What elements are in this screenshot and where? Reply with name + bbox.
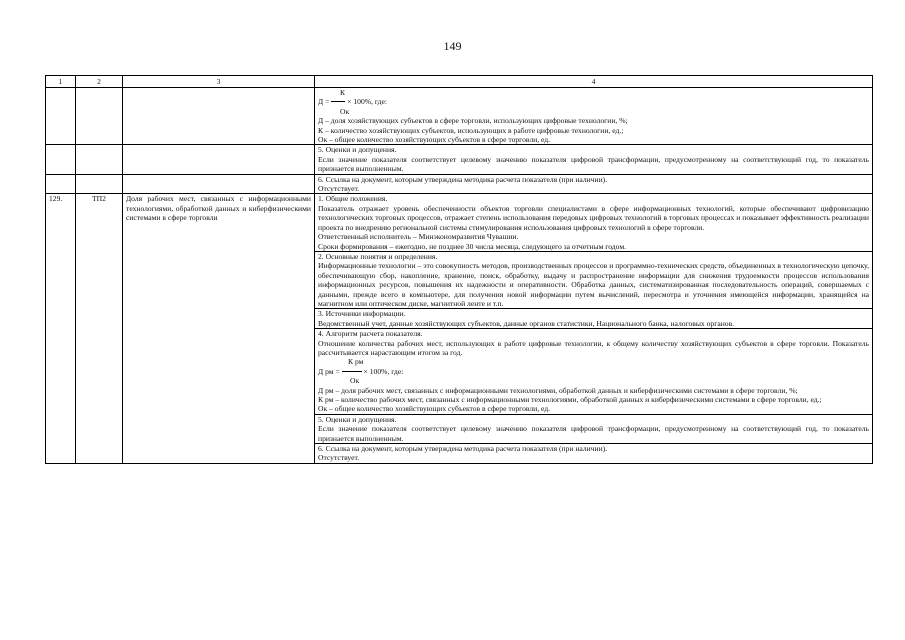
section-3 <box>315 309 873 329</box>
definition-line: Д рм – доля рабочих мест, связанных с информационными технологиями, обработкой данных и киберфизическими системами в сфере торговли, %; <box>318 385 798 395</box>
row-number: 129. <box>46 194 76 463</box>
fraction-bar <box>342 371 362 372</box>
fraction-bar <box>331 101 345 102</box>
formula-block <box>318 88 869 116</box>
section-5 <box>315 145 873 174</box>
header-col-2: 2 <box>76 76 123 88</box>
section-text: Отсутствует. <box>318 184 360 194</box>
formula-line <box>318 97 869 106</box>
cont-cell-num <box>46 88 76 145</box>
section-title: 5. Оценки и допущения. <box>318 414 397 424</box>
formula-right: × 100%, где: <box>345 97 387 107</box>
section-title: 5. Оценки и допущения. <box>318 145 397 155</box>
section-4 <box>315 329 873 415</box>
section-title: 6. Ссылка на документ, которым утверждена методика расчета показателя (при наличии). <box>318 174 608 184</box>
section-title: 3. Источники информации. <box>318 309 406 319</box>
cont-cell-name <box>123 88 315 145</box>
formula-block <box>318 357 869 385</box>
definition-line: К – количество хозяйствующих субъектов, использующих в работе цифровые технологии, ед.; <box>318 125 624 135</box>
section-6 <box>315 444 873 464</box>
row-code: ТП2 <box>76 194 123 463</box>
indicator-table <box>45 75 873 464</box>
header-col-4: 4 <box>315 76 873 88</box>
section-2 <box>315 251 873 308</box>
formula-left: Д = <box>318 97 332 107</box>
responsible-line: Ответственный исполнитель – Минэкономразвития Чувашии. <box>318 232 519 242</box>
cont-cell-method <box>315 88 873 145</box>
section-text: Если значение показателя соответствует целевому значению показателя цифровой трансформации, предусмотренному на соответствующий год, то показатель признается выполненным. <box>318 424 869 443</box>
continuation-row <box>46 145 873 174</box>
section-text: Информационные технологии – это совокупность методов, производственных процессов и программно-технических средств, объединенных в технологическую цепочку, обеспечивающую сбор, накопление, хранение, поиск, обработку, выдачу и распространение информации для снижения трудоемкости процессов использования информационных ресурсов, повышения их надежности и оперативности. Обработка данных, систематизированная последовательность операций, совершаемых с данными, прежде всего в компьютере, для получения новой информации путем вычислений, пересмотра и уточнения имеющейся информации, хранящейся на магнитном или оптическом диске, магнитной ленте и т.п. <box>318 261 869 308</box>
section-title: 1. Общие положения. <box>318 194 388 204</box>
formula-denominator: Ок <box>350 376 360 386</box>
section-5 <box>315 414 873 443</box>
section-text: Отношение количества рабочих мест, использующих в работе цифровые технологии, к общему количеству хозяйствующих субъектов в сфере торговли. Показатель рассчитывается нарастающим итогом за год. <box>318 338 869 357</box>
section-text: Ведомственный учет, данные хозяйствующих субъектов, данные органов статистики, Национального банка, налоговых органов. <box>318 318 735 328</box>
formula-numerator: К <box>340 88 346 97</box>
terms-line: Сроки формирования – ежегодно, не позднее 30 числа месяца, следующего за отчетным годом. <box>318 241 627 251</box>
continuation-row <box>46 174 873 194</box>
header-col-3: 3 <box>123 76 315 88</box>
definition-line: К рм – количество рабочих мест, связанных с информационными технологиями, обработкой данных и киберфизическими системами в сфере торговли, ед.; <box>318 395 822 404</box>
section-title: 2. Основные понятия и определения. <box>318 251 438 261</box>
continuation-row <box>46 88 873 145</box>
formula-right: × 100%, где: <box>361 366 404 376</box>
formula-denominator: Ок <box>340 106 350 116</box>
row-name: Доля рабочих мест, связанных с информационными технологиями, обработкой данных и киберфизическими системами в сфере торговли <box>123 194 315 463</box>
section-text: Если значение показателя соответствует целевому значению показателя цифровой трансформации, предусмотренному на соответствующий год, то показатель признается выполненным. <box>318 154 869 174</box>
header-col-1: 1 <box>46 76 76 88</box>
cont-cell-code <box>76 88 123 145</box>
definition-line: Ок – общее количество хозяйствующих субъектов в сфере торговли, ед. <box>318 135 551 145</box>
definition-line: Д – доля хозяйствующих субъектов в сфере торговли, использующих цифровые технологии, %; <box>318 116 628 126</box>
section-text: Показатель отражает уровень обеспеченности объектов торговли специалистами в сфере информационных технологий, которые обеспечивают цифровизацию технологических торговых процессов, отражает степень использования передовых цифровых технологий в торговых процессах и показывает эффективность реализации проекта по внедрению региональной системы стимулирования использования цифровых технологий в сфере торговли. <box>318 203 869 232</box>
section-title: 4. Алгоритм расчета показателя. <box>318 329 423 339</box>
table-row <box>46 194 873 251</box>
table-header-row <box>46 76 873 88</box>
section-title: 6. Ссылка на документ, которым утверждена методика расчета показателя (при наличии). <box>318 444 608 454</box>
page-number: 149 <box>443 39 462 53</box>
definition-line: Ок – общее количество хозяйствующих субъектов в сфере торговли, ед. <box>318 404 551 414</box>
section-6 <box>315 174 873 194</box>
section-text: Отсутствует. <box>318 453 360 463</box>
formula-line <box>318 367 869 376</box>
section-1 <box>315 194 873 251</box>
formula-numerator: К рм <box>348 357 364 367</box>
formula-left: Д рм = <box>318 366 342 376</box>
